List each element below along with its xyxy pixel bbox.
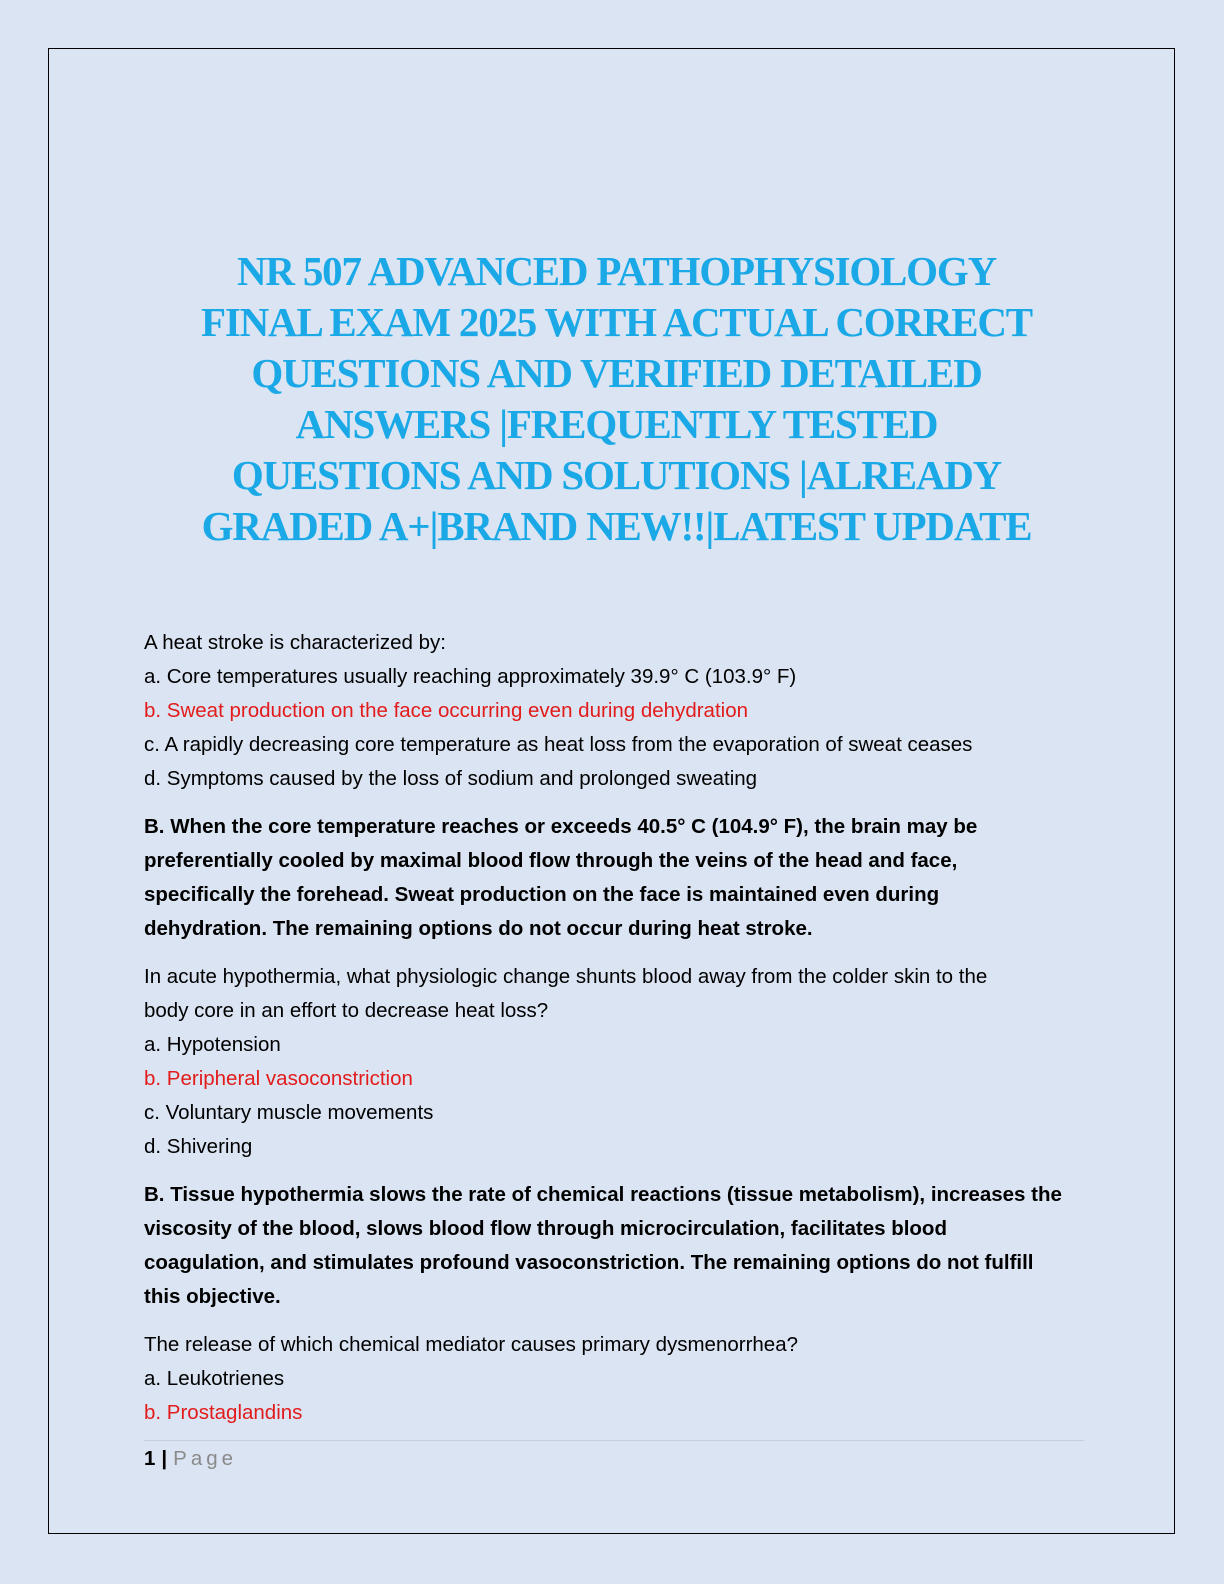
title-line: GRADED A+|BRAND NEW!!|LATEST UPDATE [201,503,1032,549]
question-2 [144,960,1084,1314]
question-stem: The release of which chemical mediator causes primary dysmenorrhea? [144,1333,799,1356]
option-a: a. Hypotension [144,1033,281,1056]
document-body [144,626,1084,1430]
rationale-line: coagulation, and stimulates profound vasoconstriction. The remaining options do not fulfill [144,1251,1034,1274]
title-line: QUESTIONS AND VERIFIED DETAILED [251,350,982,396]
page-footer [144,1446,237,1472]
answer-rationale [144,810,1084,946]
question-1 [144,626,1084,946]
rationale-line: B. Tissue hypothermia slows the rate of chemical reactions (tissue metabolism), increases the [144,1183,1062,1206]
page-label: Page [173,1447,238,1470]
option-b-correct: b. Peripheral vasoconstriction [144,1067,413,1090]
title-line: FINAL EXAM 2025 WITH ACTUAL CORRECT [201,299,1032,345]
option-c: c. Voluntary muscle movements [144,1101,434,1124]
page-number: 1 [144,1447,156,1470]
option-b-correct: b. Prostaglandins [144,1401,303,1424]
option-d: d. Shivering [144,1135,253,1158]
footer-separator: | [161,1447,168,1470]
question-stem: In acute hypothermia, what physiologic change shunts blood away from the colder skin to the [144,965,988,988]
option-d: d. Symptoms caused by the loss of sodium and prolonged sweating [144,767,758,790]
rationale-line: dehydration. The remaining options do not occur during heat stroke. [144,917,813,940]
footer-divider [144,1440,1084,1441]
rationale-line: this objective. [144,1285,281,1308]
option-c: c. A rapidly decreasing core temperature as heat loss from the evaporation of sweat ceases [144,733,973,756]
title-line: QUESTIONS AND SOLUTIONS |ALREADY [231,452,1002,498]
rationale-line: preferentially cooled by maximal blood flow through the veins of the head and face, [144,849,958,872]
title-line: NR 507 ADVANCED PATHOPHYSIOLOGY [237,248,996,294]
option-a: a. Core temperatures usually reaching approximately 39.9° C (103.9° F) [144,665,797,688]
question-stem: A heat stroke is characterized by: [144,631,446,654]
rationale-line: viscosity of the blood, slows blood flow through microcirculation, facilitates blood [144,1217,947,1240]
question-stem: body core in an effort to decrease heat loss? [144,999,549,1022]
answer-rationale [144,1178,1084,1314]
question-3 [144,1328,1084,1430]
document-title [120,246,1113,552]
title-line: ANSWERS |FREQUENTLY TESTED [295,401,938,447]
option-b-correct: b. Sweat production on the face occurring even during dehydration [144,699,748,722]
rationale-line: B. When the core temperature reaches or exceeds 40.5° C (104.9° F), the brain may be [144,815,978,838]
rationale-line: specifically the forehead. Sweat production on the face is maintained even during [144,883,940,906]
option-a: a. Leukotrienes [144,1367,285,1390]
